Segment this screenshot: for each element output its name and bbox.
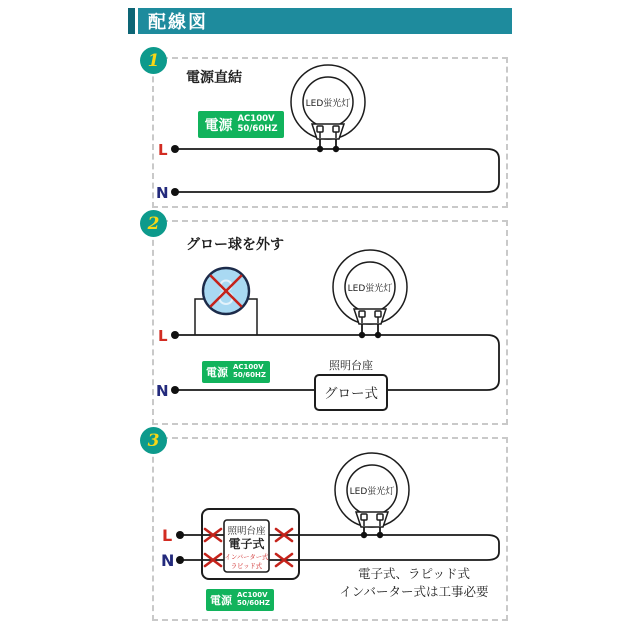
power-badge-frequency: 50/60HZ <box>233 371 266 379</box>
title-banner <box>138 8 512 34</box>
power-badge-voltage: AC100V <box>237 114 275 125</box>
neutral-wire-label: N <box>156 382 169 400</box>
ballast-line3: インバーター式 <box>224 554 269 561</box>
section-number-badge: 3 <box>140 427 167 454</box>
ballast-line1: 照明台座 <box>227 526 266 537</box>
title-accent-bar <box>128 8 135 34</box>
ballast-line4: ラピッド式 <box>230 563 263 570</box>
wiring-note-line2: インバーター式は工事必要 <box>339 583 489 599</box>
section-number-badge: 1 <box>140 47 167 74</box>
terminal-dots <box>171 145 339 196</box>
glow-starter-bulb-icon <box>195 268 257 335</box>
wiring-note-line1: 電子式、ラピッド式 <box>357 566 470 581</box>
section-number-badge: 2 <box>140 210 167 237</box>
page-title: 配線図 <box>148 12 208 33</box>
power-badge-frequency: 50/60HZ <box>237 599 270 607</box>
lamp-label: LED蛍光灯 <box>305 99 351 109</box>
neutral-wire-label: N <box>161 551 175 570</box>
power-badge-label: 電源 <box>210 594 232 607</box>
fixture-base-label: 照明台座 <box>329 359 373 372</box>
power-badge-frequency: 50/60HZ <box>237 123 278 134</box>
section-remove-glow-bulb <box>147 213 508 425</box>
led-ring-lamp <box>291 65 365 139</box>
section-heading: グロー球を外す <box>186 237 284 253</box>
live-wire-label: L <box>158 141 168 159</box>
section-heading: 電源直結 <box>186 70 242 86</box>
lamp-label: LED蛍光灯 <box>349 487 395 497</box>
power-badge <box>202 361 270 383</box>
wiring-note <box>324 565 504 600</box>
power-badge-voltage: AC100V <box>233 363 264 372</box>
led-ring-lamp <box>333 250 407 324</box>
power-badge-voltage: AC100V <box>237 591 268 600</box>
live-wire-label: L <box>158 327 168 345</box>
power-badge-label: 電源 <box>204 117 233 134</box>
glow-socket-box <box>315 375 387 410</box>
section-direct-connection <box>147 50 508 208</box>
power-badge <box>206 589 274 611</box>
led-ring-lamp <box>335 453 409 527</box>
lamp-label: LED蛍光灯 <box>347 284 393 294</box>
socket-type-label: グロー式 <box>324 386 378 402</box>
power-badge-label: 電源 <box>206 366 228 379</box>
section-electronic-ballast <box>147 430 508 621</box>
power-badge <box>198 111 284 138</box>
wire-loop <box>175 149 499 192</box>
live-wire-label: L <box>162 526 173 545</box>
neutral-wire-label: N <box>156 184 169 202</box>
ballast-box <box>224 520 269 572</box>
ballast-line2: 電子式 <box>228 537 265 551</box>
